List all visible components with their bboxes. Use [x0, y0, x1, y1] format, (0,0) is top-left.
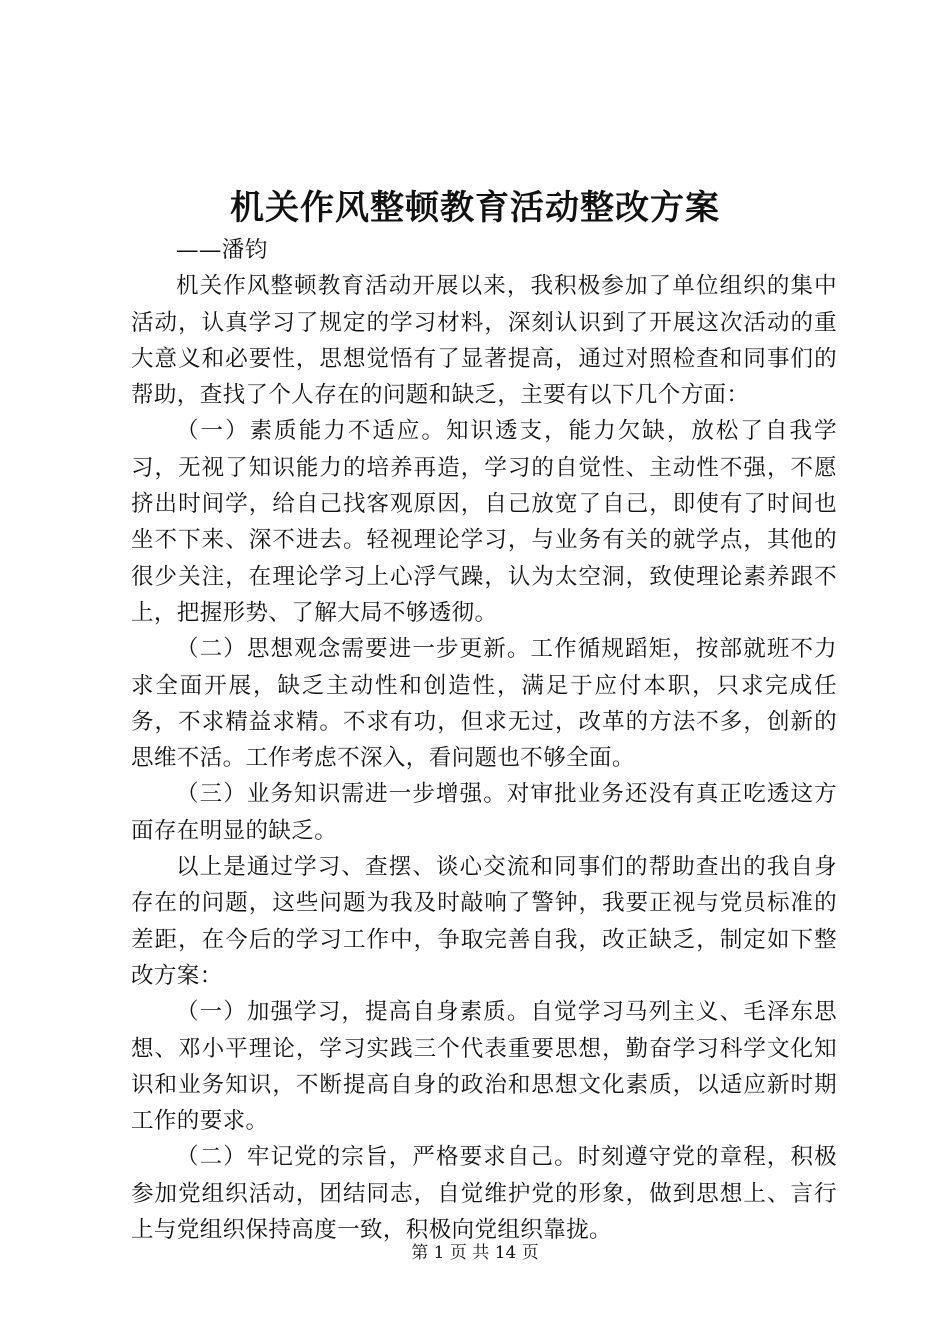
page-number-footer: 第 1 页 共 14 页	[411, 1243, 539, 1263]
paragraph-problem-1: （一）素质能力不适应。知识透支，能力欠缺，放松了自我学习，无视了知识能力的培养再造，学习的自觉性、主动性不强，不愿挤出时间学，给自己找客观原因，自己放宽了自己，即使有了时间也坐不下来、深不进去。轻视理论学习，与业务有关的就学点，其他的很少关注，在理论学习上心浮气躁，认为太空洞，致使理论素养跟不上，把握形势、了解大局不够透彻。	[131, 418, 837, 626]
author-line: ——潘钧	[176, 237, 268, 263]
paragraph-problem-2: （二）思想观念需要进一步更新。工作循规蹈矩，按部就班不力求全面开展，缺乏主动性和创造性，满足于应付本职，只求完成任务，不求精益求精。不求有功，但求无过，改革的方法不多，创新的思维不活。工作考虑不深入，看问题也不够全面。	[131, 636, 837, 772]
document-title: 机关作风整顿教育活动整改方案	[230, 188, 720, 228]
document-body	[131, 232, 837, 1248]
paragraph-plan-2: （二）牢记党的宗旨，严格要求自己。时刻遵守党的章程，积极参加党组织活动，团结同志，自觉维护党的形象，做到思想上、言行上与党组织保持高度一致，积极向党组织靠拢。	[131, 1144, 837, 1244]
paragraph-plan-1: （一）加强学习，提高自身素质。自觉学习马列主义、毛泽东思想、邓小平理论，学习实践三个代表重要思想，勤奋学习科学文化知识和业务知识，不断提高自身的政治和思想文化素质，以适应新时期工作的要求。	[131, 999, 837, 1135]
paragraph-summary: 以上是通过学习、查摆、谈心交流和同事们的帮助查出的我自身存在的问题，这些问题为我及时敲响了警钟，我要正视与党员标准的差距，在今后的学习工作中，争取完善自我，改正缺乏，制定如下整改方案：	[131, 854, 837, 989]
paragraph-problem-3: （三）业务知识需进一步增强。对审批业务还没有真正吃透这方面存在明显的缺乏。	[131, 781, 837, 844]
paragraph-intro: 机关作风整顿教育活动开展以来，我积极参加了单位组织的集中活动，认真学习了规定的学习材料，深刻认识到了开展这次活动的重大意义和必要性，思想觉悟有了显著提高，通过对照检查和同事们的帮助，查找了个人存在的问题和缺乏，主要有以下几个方面：	[131, 273, 837, 409]
